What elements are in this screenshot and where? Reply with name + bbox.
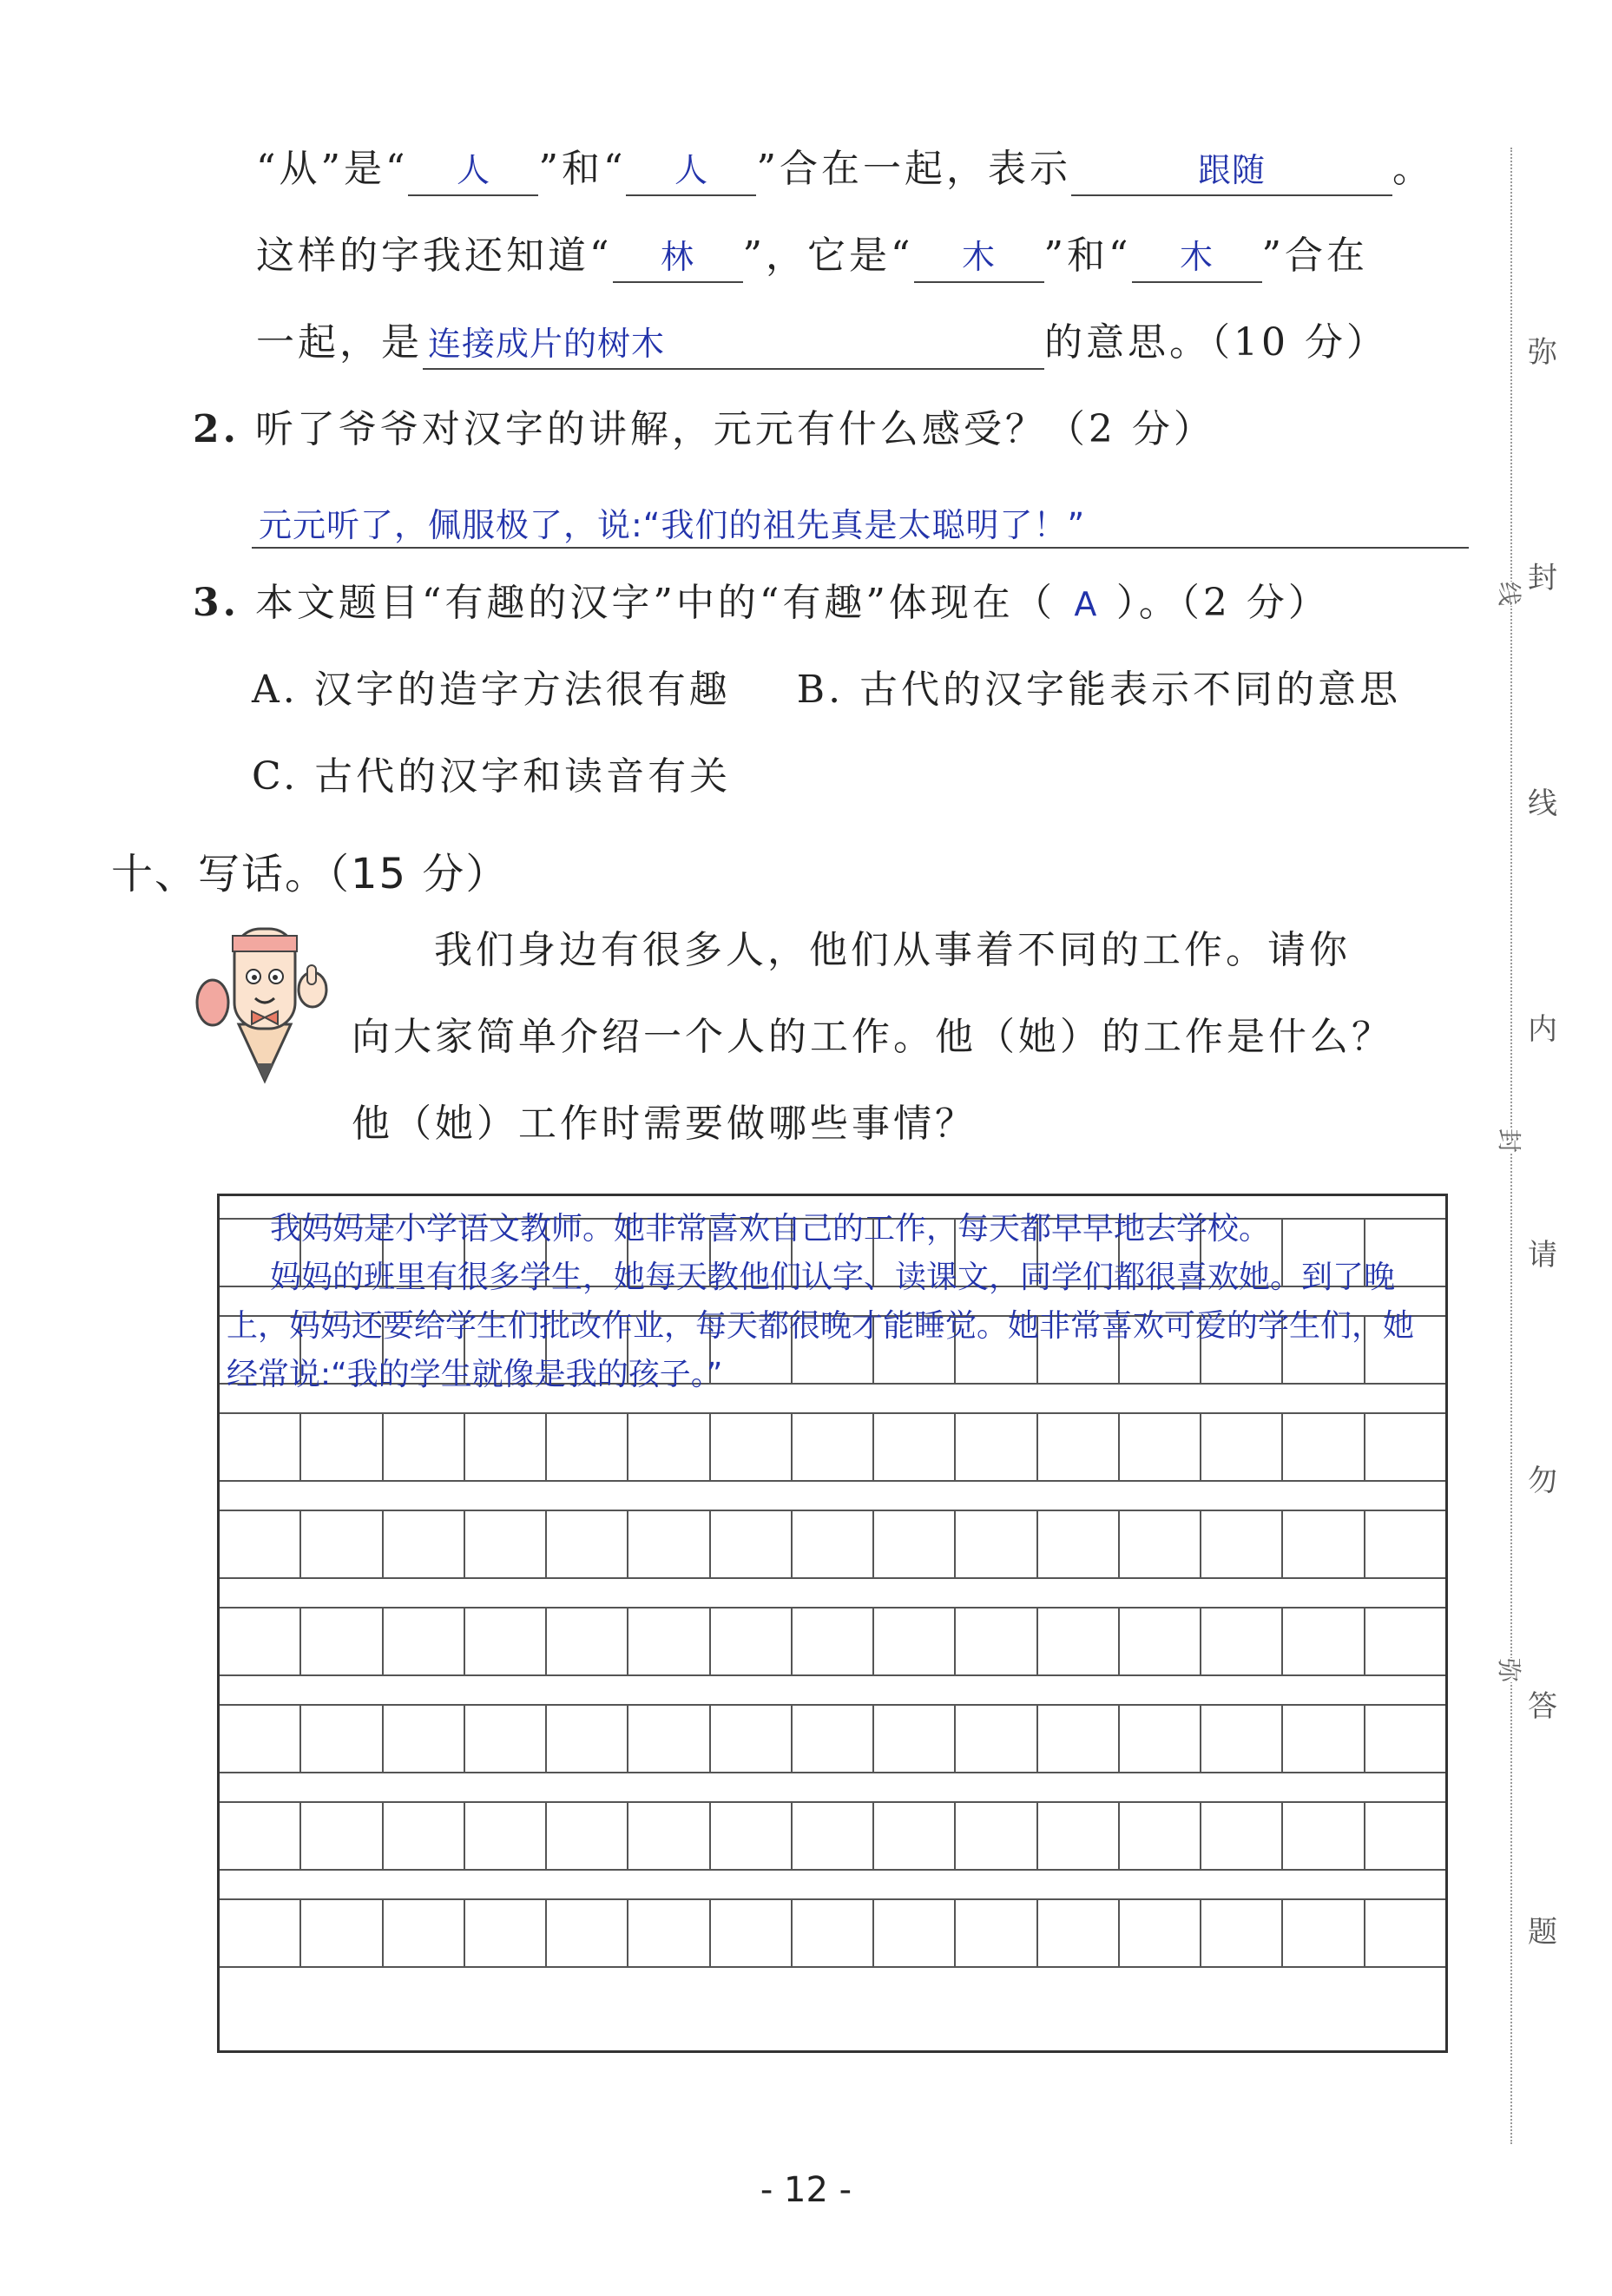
q1-blank-5: 木 xyxy=(914,233,1044,283)
q1-line-3 xyxy=(256,317,1388,370)
q3-option-a: A. 汉字的造字方法很有趣 xyxy=(252,668,731,712)
essay-answer xyxy=(220,1205,1445,1399)
seal-word-feng: 封 xyxy=(1528,561,1557,595)
prompt-text-2: 向大家简单介绍一个人的工作。他（她）的工作是什么？ xyxy=(352,1015,1393,1059)
seal-rail-mark-xian: 线 xyxy=(1490,582,1531,606)
q3-option-row-2 xyxy=(252,751,731,803)
seal-word-ti: 题 xyxy=(1528,1915,1557,1950)
q1-line-1 xyxy=(256,143,1434,196)
q1-l1-text-1: “从”是“ xyxy=(256,147,409,191)
seal-word-nei: 内 xyxy=(1528,1012,1557,1047)
q1-l2-text-2: ”，它是“ xyxy=(742,234,914,278)
essay-paragraph-2: 妈妈的班里有很多学生，她每天教他们认字、读课文，同学们都很喜欢她。到了晚上，妈妈还要给学生们批改作业，每天都很晚才能睡觉。她非常喜欢可爱的学生们，她经常说:“我的学生就像是我的孩子。” xyxy=(227,1260,1415,1392)
q1-line-2 xyxy=(256,230,1368,283)
q2-answer-line xyxy=(252,493,1469,549)
q3-question xyxy=(193,577,1330,630)
q1-blank-4: 林 xyxy=(613,233,743,283)
q3-answer: A xyxy=(1074,585,1098,623)
q1-l1-text-2: ”和“ xyxy=(538,147,627,191)
q3-option-row-1 xyxy=(252,664,1401,716)
q2-question xyxy=(193,404,1215,456)
seal-word-xian: 线 xyxy=(1528,786,1557,821)
q3-text-2: ）。（2 分） xyxy=(1115,581,1330,625)
prompt-text-3: 他（她）工作时需要做哪些事情？ xyxy=(352,1102,977,1146)
grid-row xyxy=(220,1510,1445,1579)
grid-row xyxy=(220,1801,1445,1871)
q1-l2-text-3: ”和“ xyxy=(1043,234,1132,278)
q1-blank-1: 人 xyxy=(408,146,538,196)
seal-word-qing: 请 xyxy=(1528,1238,1557,1273)
q2-number: 2. xyxy=(193,407,240,451)
q3-option-b: B. 古代的汉字能表示不同的意思 xyxy=(796,668,1402,712)
essay-paragraph-1: 我妈妈是小学语文教师。她非常喜欢自己的工作，每天都早早地去学校。 xyxy=(270,1211,1271,1247)
q1-l2-text-4: ”合在 xyxy=(1261,234,1368,278)
q1-blank-7: 连接成片的树木 xyxy=(423,319,1044,370)
seal-rail-mark-feng: 封 xyxy=(1490,1128,1531,1153)
grid-row xyxy=(220,1607,1445,1676)
seal-word-da: 答 xyxy=(1528,1689,1557,1724)
grid-row xyxy=(220,1704,1445,1773)
grid-row xyxy=(220,1412,1445,1482)
q1-blank-3: 跟随 xyxy=(1071,146,1392,196)
q2-text: 听了爷爷对汉字的讲解，元元有什么感受？（2 分） xyxy=(254,407,1215,451)
prompt-text-1: 我们身边有很多人，他们从事着不同的工作。请你 xyxy=(434,928,1351,972)
q2-answer: 元元听了，佩服极了，说:“我们的祖先真是太聪明了！” xyxy=(259,506,1086,544)
seal-word-mi: 弥 xyxy=(1528,335,1557,370)
seal-rail-mark-mi: 弥 xyxy=(1490,1658,1531,1682)
section-10-prompt-3 xyxy=(352,1098,977,1150)
writing-grid xyxy=(217,1194,1448,2053)
q1-l3-text-2: 的意思。（10 分） xyxy=(1044,320,1388,365)
q3-number: 3. xyxy=(193,581,240,625)
section-10-title: 十、写话。（15 分） xyxy=(111,850,510,898)
grid-row xyxy=(220,1898,1445,1968)
q3-text-1: 本文题目“有趣的汉字”中的“有趣”体现在（ xyxy=(254,581,1056,625)
page-number: - 12 - xyxy=(760,2170,852,2210)
section-10-prompt-2 xyxy=(352,1011,1393,1063)
cartoon-pencil-mascot xyxy=(191,911,339,1085)
q1-l2-text-1: 这样的字我还知道“ xyxy=(256,234,613,278)
seal-word-wu: 勿 xyxy=(1528,1464,1557,1498)
q3-option-c: C. 古代的汉字和读音有关 xyxy=(252,754,732,799)
q1-l3-text-1: 一起，是 xyxy=(256,320,423,365)
q1-l1-text-4: 。 xyxy=(1392,147,1434,191)
q1-l1-text-3: ”合在一起，表示 xyxy=(756,147,1071,191)
q1-blank-2: 人 xyxy=(626,146,756,196)
section-10-prompt-1 xyxy=(434,924,1351,977)
q1-blank-6: 木 xyxy=(1132,233,1262,283)
